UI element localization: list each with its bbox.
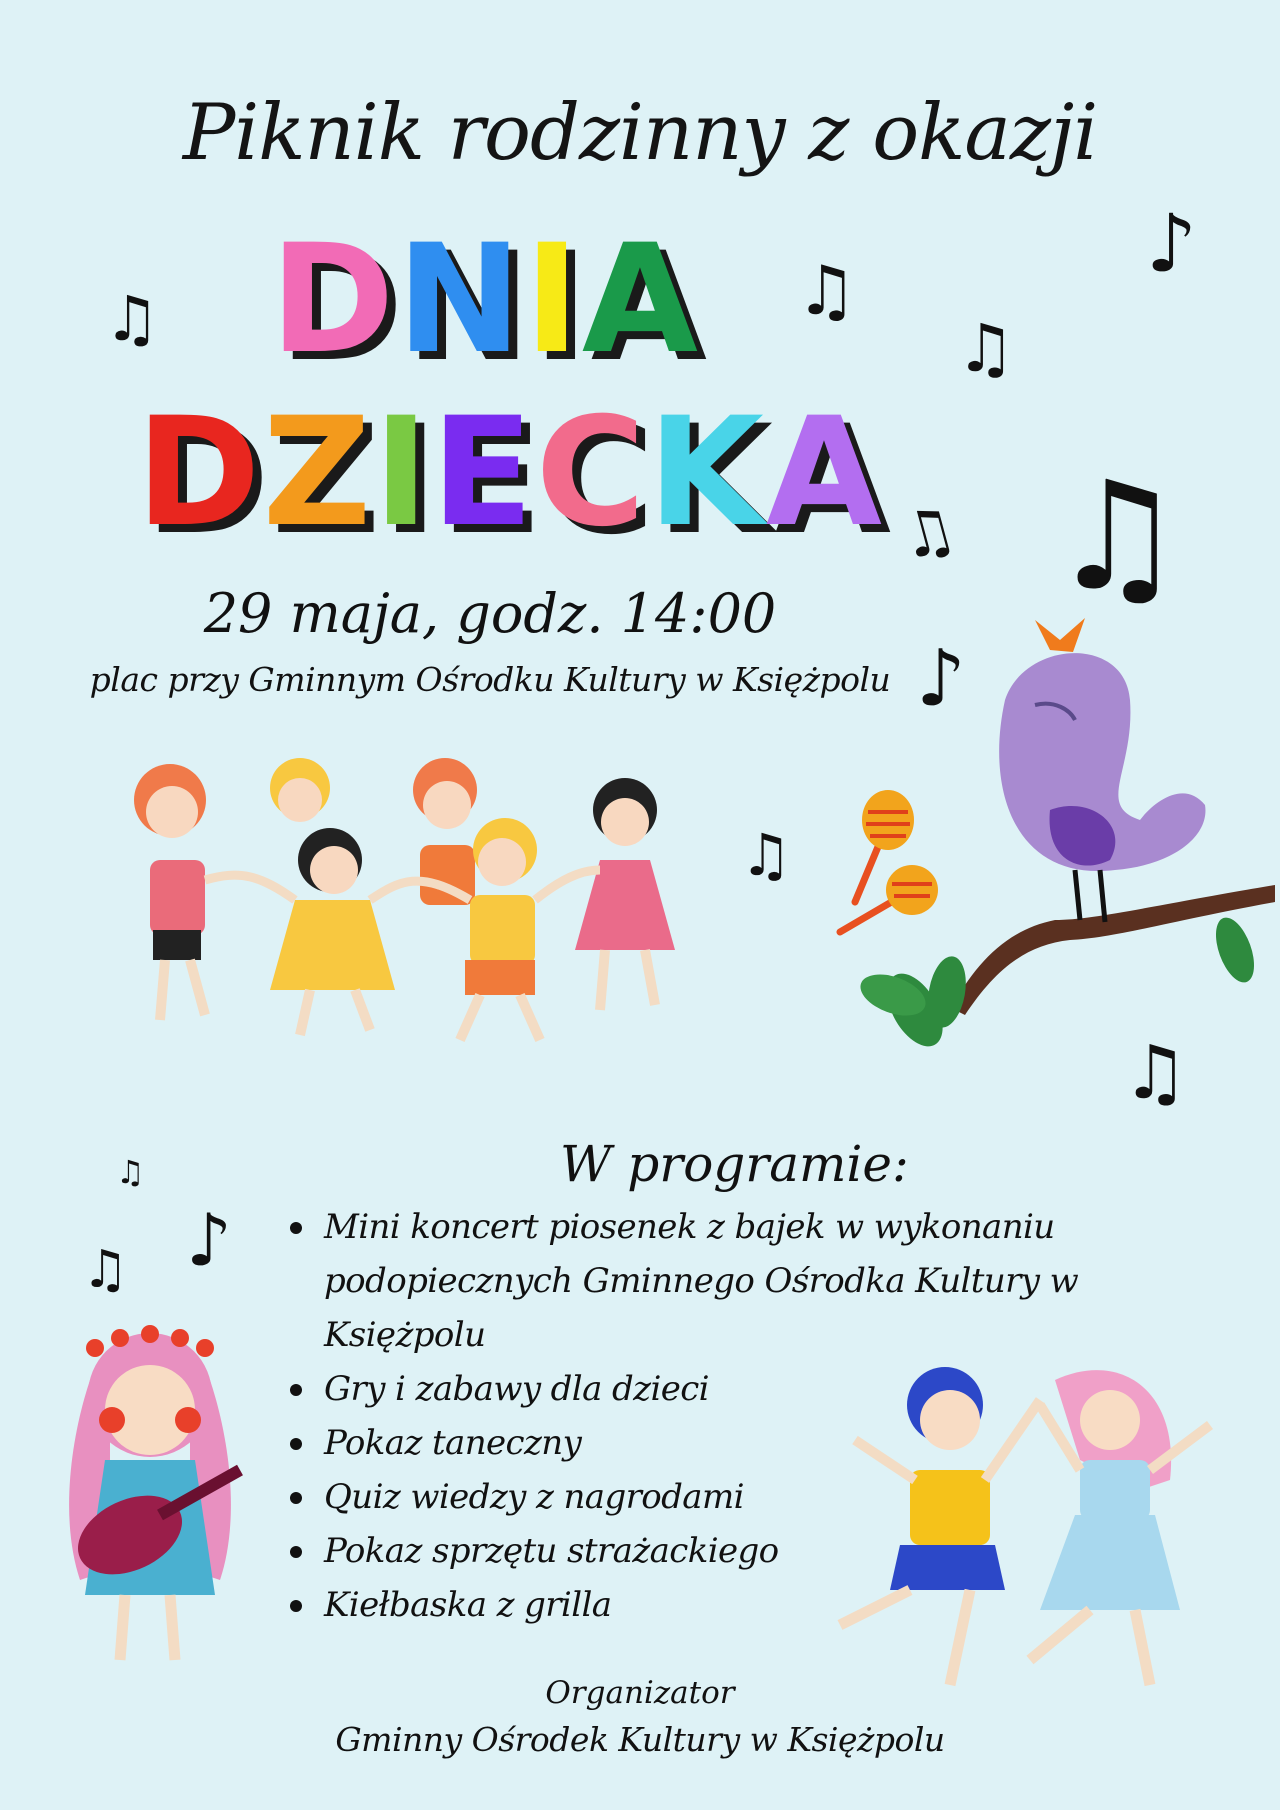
headline-letter: E	[431, 386, 536, 560]
music-note-icon: ♫	[1050, 450, 1185, 624]
program-item: Quiz wiedzy z nagrodami	[290, 1470, 1220, 1524]
event-place: plac przy Gminnym Ośrodku Kultury w Księżpolu	[89, 660, 891, 699]
program-item: Mini koncert piosenek z bajek w wykonaniu podopiecznych Gminnego Ośrodka Kultury w Księżpolu	[290, 1200, 1220, 1362]
headline-letter: A	[765, 386, 884, 560]
headline-word-dziecka	[136, 386, 884, 560]
program-item: Kiełbaska z grilla	[290, 1578, 1220, 1632]
headline-letter: C	[535, 386, 648, 560]
music-note-icon: ♫	[891, 490, 964, 575]
headline-letter: N	[396, 213, 525, 387]
maracas-illustration	[830, 792, 950, 942]
program-heading: W programie:	[560, 1135, 909, 1193]
headline-letter: I	[373, 386, 432, 560]
event-date: 29 maja, godz. 14:00	[203, 582, 777, 645]
program-item: Pokaz taneczny	[290, 1416, 1220, 1470]
headline-letter: A	[581, 213, 700, 387]
poster-subtitle: Piknik rodzinny z okazji	[182, 88, 1098, 178]
headline-word-dnia	[270, 213, 700, 387]
headline-letter: K	[647, 386, 766, 560]
girl-with-ukulele-illustration	[50, 1320, 250, 1680]
program-item: Pokaz sprzętu strażackiego	[290, 1524, 1220, 1578]
music-note-icon: ♪	[916, 634, 966, 724]
music-note-icon: ♫	[104, 282, 160, 355]
music-note-icon: ♫	[956, 310, 1016, 387]
headline-letter: D	[136, 386, 263, 560]
program-item: Gry i zabawy dla dzieci	[290, 1362, 1220, 1416]
music-note-icon: ♪	[186, 1198, 232, 1282]
headline-letter: Z	[262, 386, 374, 560]
music-note-icon: ♫	[740, 821, 792, 889]
organizer-name: Gminny Ośrodek Kultury w Księżpolu	[335, 1720, 945, 1759]
headline-letter: D	[270, 213, 397, 387]
music-note-icon: ♫	[116, 1153, 145, 1191]
headline-letter: I	[524, 213, 582, 387]
music-note-icon: ♫	[796, 252, 857, 331]
music-note-icon: ♫	[82, 1240, 129, 1300]
dancing-kids-illustration	[800, 1360, 1240, 1700]
music-note-icon: ♪	[1146, 197, 1198, 290]
music-note-icon: ♫	[1122, 1030, 1189, 1116]
dancing-children-illustration	[120, 750, 700, 1050]
organizer-label: Organizator	[545, 1675, 735, 1711]
